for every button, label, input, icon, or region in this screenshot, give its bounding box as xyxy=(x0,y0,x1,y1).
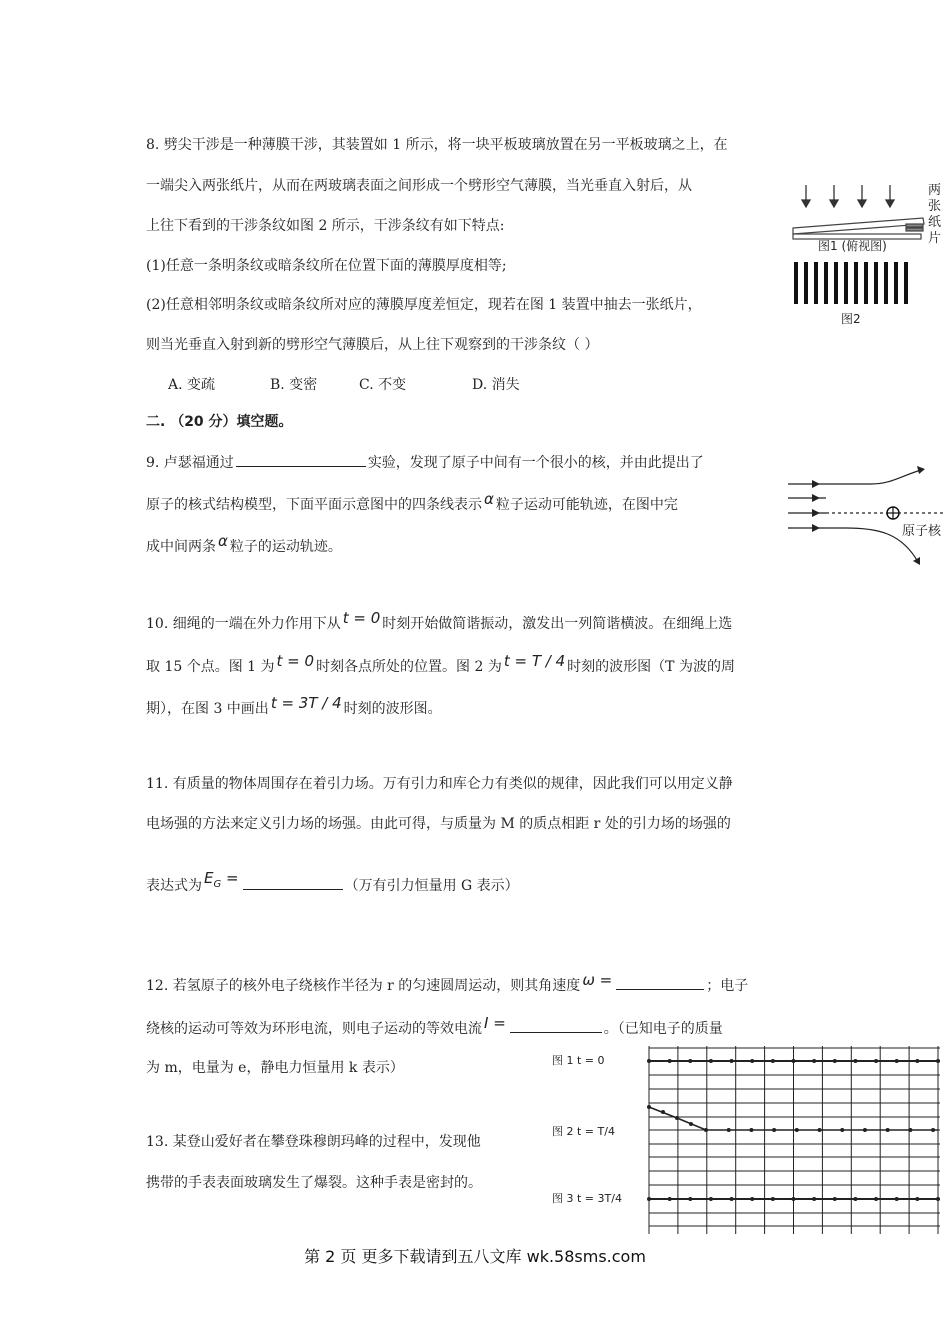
glass-plates xyxy=(793,218,924,239)
rope-point xyxy=(750,1197,754,1201)
grid-lines xyxy=(649,1046,940,1234)
q9-line-2-a: 原子的核式结构模型，下面平面示意图中的四条线表示 xyxy=(146,497,482,513)
q11-line-3-b: （万有引力恒量用 G 表示） xyxy=(344,878,519,894)
rope-point xyxy=(771,1197,775,1201)
fig1-side-label-2: 张 xyxy=(928,199,942,214)
rope-point xyxy=(936,1059,940,1063)
math-e: E xyxy=(204,869,214,887)
q10-line-2-a: 取 15 个点。图 1 为 xyxy=(146,659,275,675)
alpha-symbol: α xyxy=(218,532,228,550)
rope-point xyxy=(771,1059,775,1063)
math-t-three-quarter: t = 3T / 4 xyxy=(270,694,342,712)
rope-point xyxy=(730,1197,734,1201)
rope-point xyxy=(915,1059,919,1063)
q9-line-1-a: 9. 卢瑟福通过 xyxy=(146,455,234,471)
rope-point xyxy=(895,1059,899,1063)
q11-line-3-a: 表达式为 xyxy=(146,878,202,894)
q10-line-1 xyxy=(146,609,733,634)
q8-line-6: 则当光垂直入射到新的劈形空气薄膜后，从上往下观察到的干涉条纹（ ） xyxy=(146,337,599,353)
q10-line-1-b: 时刻开始做简谐振动，激发出一列简谐横波。在细绳上选 xyxy=(382,616,733,632)
rope-point xyxy=(874,1197,878,1201)
q12-line-1-a: 12. 若氢原子的核外电子绕核作半径为 r 的匀速圆周运动，则其角速度 xyxy=(146,978,581,994)
nucleus-label: 原子核 xyxy=(902,524,942,539)
q9-line-1 xyxy=(146,452,704,473)
fig1-side-label-3: 纸 xyxy=(928,215,942,230)
rope-point xyxy=(647,1197,651,1201)
q10-line-1-a: 10. 细绳的一端在外力作用下从 xyxy=(146,616,341,632)
rope-point xyxy=(709,1197,713,1201)
q12-current-blank[interactable] xyxy=(510,1018,602,1033)
q13-line-1: 13. 某登山爱好者在攀登珠穆朗玛峰的过程中，发现他 xyxy=(146,1134,481,1150)
alpha-trajectories xyxy=(788,470,946,562)
q8-option-c: C. 不变 xyxy=(359,377,407,393)
rope-point xyxy=(812,1197,816,1201)
math-g-sub: G xyxy=(213,879,222,890)
rope-point xyxy=(874,1059,878,1063)
q8-wedge-figure xyxy=(788,180,948,330)
q12-omega-blank[interactable] xyxy=(616,975,704,990)
q12-line-2-b: 。（已知电子的质量 xyxy=(603,1021,723,1037)
rope-point xyxy=(936,1197,940,1201)
q8-option-b: B. 变密 xyxy=(270,377,318,393)
q12-line-3: 为 m，电量为 e，静电力恒量用 k 表示） xyxy=(146,1060,404,1076)
rope-point xyxy=(792,1197,796,1201)
q9-line-2-b: 粒子运动可能轨迹，在图中完 xyxy=(495,497,678,513)
light-arrows xyxy=(802,185,894,207)
q8-option-a: A. 变疏 xyxy=(168,377,216,393)
q8-line-5: (2)任意相邻明条纹或暗条纹所对应的薄膜厚度差恒定，现若在图 1 装置中抽去一张纸片， xyxy=(146,297,702,313)
q10-line-2 xyxy=(146,652,735,677)
q10-line-3-a: 期），在图 3 中画出 xyxy=(146,701,269,717)
page-footer: 第 2 页 更多下载请到五八文库 wk.58sms.com xyxy=(304,1247,646,1266)
fig1-caption: 图1 (俯视图) xyxy=(818,239,887,253)
q12-line-2 xyxy=(146,1014,723,1039)
rope-point xyxy=(668,1197,672,1201)
rope-point xyxy=(812,1059,816,1063)
math-omega: ω = xyxy=(582,971,613,989)
q8-line-4: (1)任意一条明条纹或暗条纹所在位置下面的薄膜厚度相等; xyxy=(146,258,507,274)
q12-line-1-b: ；电子 xyxy=(706,978,749,994)
q13-line-2: 携带的手表表面玻璃发生了爆裂。这种手表是密封的。 xyxy=(146,1175,482,1191)
q8-option-d: D. 消失 xyxy=(472,377,520,393)
section-2-title: 二. （20 分）填空题。 xyxy=(146,414,293,430)
rope-point xyxy=(688,1197,692,1201)
q9-line-3-a: 成中间两条 xyxy=(146,539,216,555)
q12-line-1 xyxy=(146,971,749,996)
atomic-nucleus xyxy=(887,507,899,519)
q8-line-1: 8. 劈尖干涉是一种薄膜干涉，其装置如 1 所示，将一块平板玻璃放置在另一平板玻璃之上，在 xyxy=(146,137,728,153)
rope-point xyxy=(647,1059,651,1063)
fig3-wave-label: 图 3 t = 3T/4 xyxy=(552,1192,622,1205)
rope-point xyxy=(853,1059,857,1063)
rope-point xyxy=(750,1059,754,1063)
q11-line-2: 电场强的方法来定义引力场的场强。由此可得，与质量为 M 的质点相距 r 处的引力场的场强的 xyxy=(146,816,731,832)
rope-point xyxy=(792,1059,796,1063)
q10-line-3 xyxy=(146,694,442,719)
q9-answer-blank[interactable] xyxy=(236,452,366,467)
fig1-side-label-4: 片 xyxy=(928,231,942,246)
fig2-wave-label: 图 2 t = T/4 xyxy=(552,1125,615,1138)
alpha-symbol: α xyxy=(484,490,494,508)
math-current: I = xyxy=(484,1014,506,1032)
rope-point xyxy=(915,1197,919,1201)
q9-line-3-b: 粒子的运动轨迹。 xyxy=(229,539,342,555)
rope-point xyxy=(730,1059,734,1063)
trajectory-arrows xyxy=(812,466,925,565)
interference-fringes xyxy=(794,262,908,304)
q11-line-3 xyxy=(146,869,519,902)
q10-line-3-b: 时刻的波形图。 xyxy=(343,701,442,717)
rope-point xyxy=(668,1059,672,1063)
math-eg xyxy=(204,869,239,890)
rope-point xyxy=(688,1059,692,1063)
math-t0: t = 0 xyxy=(342,609,381,627)
rope-point xyxy=(895,1197,899,1201)
q9-alpha-scattering-figure[interactable] xyxy=(786,462,948,574)
fig1-side-label-1: 两 xyxy=(928,183,942,198)
q9-line-1-b: 实验，发现了原子中间有一个很小的核，并由此提出了 xyxy=(367,455,704,471)
q8-line-3: 上往下看到的干涉条纹如图 2 所示，干涉条纹有如下特点: xyxy=(146,218,505,234)
fig2-caption: 图2 xyxy=(841,312,861,326)
q9-line-2 xyxy=(146,490,678,515)
math-t-quarter: t = T / 4 xyxy=(503,652,566,670)
q11-line-1: 11. 有质量的物体周围存在着引力场。万有引力和库仑力有类似的规律，因此我们可以用定义静 xyxy=(146,776,733,792)
rope-point xyxy=(853,1197,857,1201)
q10-wave-grid-figure[interactable] xyxy=(548,1040,943,1236)
q11-answer-blank[interactable] xyxy=(243,875,343,890)
q10-line-2-c: 时刻的波形图（T 为波的周 xyxy=(567,659,735,675)
rope-point xyxy=(833,1059,837,1063)
q9-line-3 xyxy=(146,532,342,557)
rope-point xyxy=(709,1059,713,1063)
q12-line-2-a: 绕核的运动可等效为环形电流，则电子运动的等效电流 xyxy=(146,1021,482,1037)
math-t0: t = 0 xyxy=(276,652,315,670)
q10-line-2-b: 时刻各点所处的位置。图 2 为 xyxy=(316,659,502,675)
math-eq: = xyxy=(226,869,239,887)
fig1-wave-label: 图 1 t = 0 xyxy=(552,1054,605,1067)
rope-point xyxy=(833,1197,837,1201)
q8-line-2: 一端尖入两张纸片，从而在两玻璃表面之间形成一个劈形空气薄膜，当光垂直入射后，从 xyxy=(146,178,692,194)
